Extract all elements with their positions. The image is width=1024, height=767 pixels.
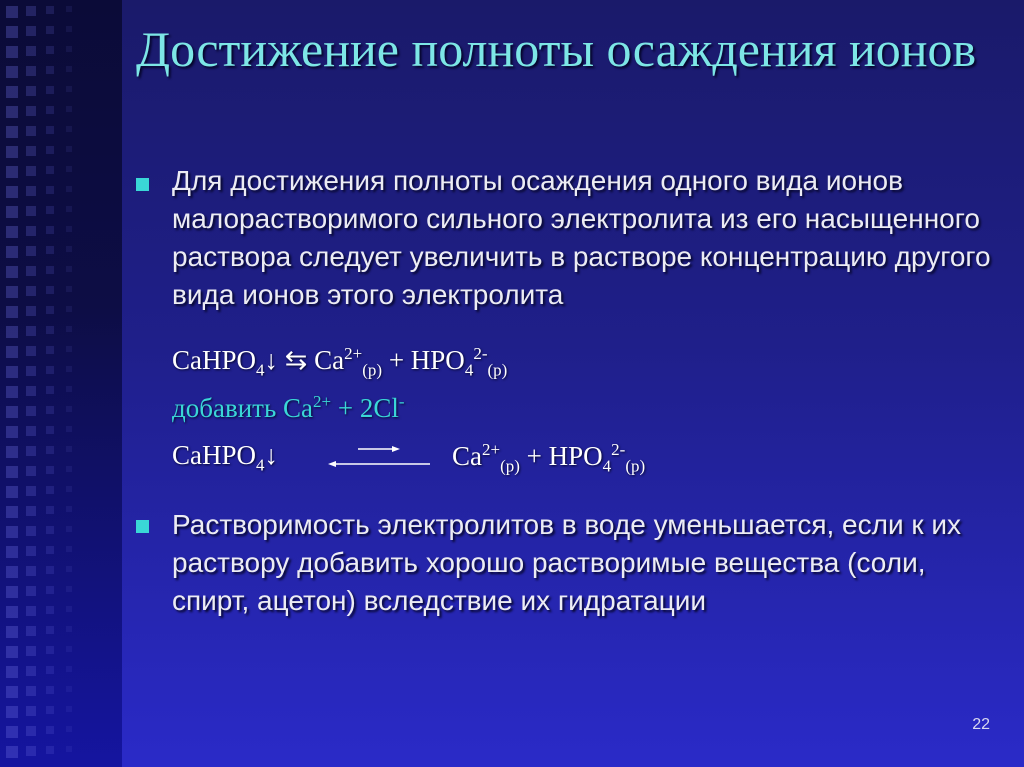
decorative-square — [6, 326, 18, 338]
formula-charge: 2+ — [482, 440, 501, 459]
formula-charge: - — [398, 392, 405, 411]
decorative-square — [6, 86, 18, 98]
decorative-square — [6, 466, 18, 478]
decorative-square — [6, 526, 18, 538]
decorative-square — [46, 246, 54, 254]
decorative-square — [46, 166, 54, 174]
equation-equilibrium — [172, 344, 507, 380]
decorative-square — [46, 206, 54, 214]
decorative-square — [6, 486, 18, 498]
formula-charge: 2+ — [344, 344, 363, 363]
decorative-square — [26, 146, 36, 156]
decorative-square — [46, 186, 54, 194]
decorative-square — [6, 426, 18, 438]
formula-charge: 2+ — [313, 392, 332, 411]
formula-compound: CaHPO — [172, 345, 257, 375]
decorative-square — [26, 266, 36, 276]
decorative-square — [26, 506, 36, 516]
decorative-square — [6, 226, 18, 238]
decorative-square — [46, 426, 54, 434]
decorative-square — [46, 506, 54, 514]
decorative-square — [46, 686, 54, 694]
decorative-square — [46, 286, 54, 294]
bullet-square-icon — [136, 178, 149, 191]
decorative-square — [66, 426, 72, 432]
decorative-square — [6, 626, 18, 638]
decorative-square — [6, 386, 18, 398]
formula-ion: Ca — [283, 393, 314, 423]
decorative-square — [46, 746, 54, 754]
decorative-square — [66, 126, 72, 132]
decorative-square — [6, 206, 18, 218]
decorative-square — [66, 206, 72, 212]
paragraph-salting-out: Растворимость электролитов в воде уменьшается, если к их раствору добавить хорошо растворимые вещества (соли, спирт, ацетон) вследствие их гидратации — [172, 509, 962, 616]
formula-state: (р) — [500, 456, 520, 476]
decorative-square — [26, 426, 36, 436]
decorative-square — [46, 666, 54, 674]
slide-title: Достижение полноты осаждения ионов — [136, 21, 977, 77]
decorative-square — [26, 186, 36, 196]
decorative-square — [26, 586, 36, 596]
decorative-square — [26, 546, 36, 556]
shifted-equilibrium-arrows-icon — [326, 442, 432, 470]
decorative-square — [6, 726, 18, 738]
decorative-square — [26, 526, 36, 536]
decorative-square — [46, 486, 54, 494]
decorative-square — [6, 406, 18, 418]
decorative-square — [26, 246, 36, 256]
decorative-square — [66, 266, 72, 272]
decorative-square — [66, 446, 72, 452]
decorative-square — [6, 746, 18, 758]
add-reagent-line — [172, 392, 405, 424]
formula-subscript: 4 — [256, 360, 265, 380]
decorative-square — [66, 326, 72, 332]
decorative-square — [66, 746, 72, 752]
formula-charge: 2- — [473, 344, 488, 363]
decorative-square — [46, 106, 54, 114]
decorative-square — [26, 126, 36, 136]
formula-subscript: 4 — [256, 455, 265, 475]
decorative-square — [46, 586, 54, 594]
decorative-square — [46, 46, 54, 54]
formula-ion: HPO — [548, 441, 603, 471]
decorative-square — [66, 686, 72, 692]
decorative-square — [46, 126, 54, 134]
decorative-square — [66, 366, 72, 372]
decorative-square — [6, 26, 18, 38]
decorative-square — [46, 726, 54, 734]
decorative-square — [66, 346, 72, 352]
decorative-square — [46, 446, 54, 454]
formula-plus: + — [337, 393, 354, 423]
decorative-square — [46, 66, 54, 74]
decorative-square — [66, 146, 72, 152]
decorative-square — [6, 46, 18, 58]
decorative-square — [6, 266, 18, 278]
decorative-square — [6, 346, 18, 358]
decorative-square — [46, 546, 54, 554]
decorative-square — [6, 686, 18, 698]
decorative-square — [26, 286, 36, 296]
decorative-square — [46, 646, 54, 654]
decorative-square — [26, 646, 36, 656]
decorative-square — [26, 86, 36, 96]
formula-state: (р) — [487, 360, 508, 380]
decorative-square — [26, 166, 36, 176]
decorative-square — [26, 106, 36, 116]
decorative-square — [26, 726, 36, 736]
decorative-square — [46, 406, 54, 414]
decorative-square — [6, 566, 18, 578]
decorative-square — [6, 546, 18, 558]
decorative-square — [46, 706, 54, 714]
decorative-square — [66, 606, 72, 612]
decorative-square — [46, 366, 54, 374]
decorative-square — [6, 666, 18, 678]
decorative-square — [6, 306, 18, 318]
formula-plus: + — [388, 345, 405, 375]
bullet-square-icon — [136, 520, 149, 533]
decorative-square — [46, 326, 54, 334]
decorative-square — [46, 266, 54, 274]
decorative-square — [66, 706, 72, 712]
formula-compound: CaHPO — [172, 440, 257, 470]
formula-subscript: 4 — [464, 360, 474, 380]
decorative-square — [46, 386, 54, 394]
decorative-square — [66, 6, 72, 12]
decorative-square — [26, 226, 36, 236]
precipitate-arrow-icon: ↓ — [264, 440, 279, 470]
decorative-square — [6, 606, 18, 618]
decorative-square — [6, 506, 18, 518]
decorative-square — [46, 626, 54, 634]
decorative-square — [26, 566, 36, 576]
decorative-square — [26, 746, 36, 756]
formula-plus: + — [526, 441, 542, 471]
decorative-square — [66, 26, 72, 32]
decorative-square — [26, 446, 36, 456]
decorative-square — [6, 706, 18, 718]
decorative-square — [66, 506, 72, 512]
decorative-square — [26, 606, 36, 616]
decorative-square — [26, 686, 36, 696]
decorative-square — [66, 566, 72, 572]
decorative-square — [26, 626, 36, 636]
formula-ion: Ca — [314, 345, 345, 375]
decorative-square — [26, 26, 36, 36]
decorative-square — [6, 246, 18, 258]
decorative-square — [66, 726, 72, 732]
decorative-square — [26, 6, 36, 16]
decorative-square — [6, 586, 18, 598]
decorative-square — [66, 526, 72, 532]
decorative-square — [46, 606, 54, 614]
formula-state: (р) — [362, 360, 383, 380]
decorative-squares — [0, 0, 122, 767]
decorative-square — [26, 46, 36, 56]
page-number: 22 — [972, 716, 990, 733]
formula-state: (р) — [625, 456, 646, 476]
decorative-square — [66, 46, 72, 52]
equation-shifted-products — [452, 440, 645, 476]
add-label: добавить — [172, 393, 277, 423]
decorative-square — [26, 466, 36, 476]
decorative-square — [26, 706, 36, 716]
decorative-square — [46, 566, 54, 574]
decorative-square — [66, 106, 72, 112]
decorative-square — [26, 486, 36, 496]
decorative-square — [46, 226, 54, 234]
formula-charge: 2- — [611, 440, 626, 459]
decorative-square — [26, 386, 36, 396]
decorative-square — [26, 66, 36, 76]
decorative-square — [6, 286, 18, 298]
decorative-square — [66, 246, 72, 252]
decorative-square — [66, 286, 72, 292]
formula-ion: Ca — [452, 441, 482, 471]
decorative-square — [46, 86, 54, 94]
decorative-square — [46, 306, 54, 314]
decorative-square — [66, 466, 72, 472]
decorative-square — [66, 666, 72, 672]
decorative-square — [6, 186, 18, 198]
decorative-square — [66, 306, 72, 312]
decorative-square — [26, 406, 36, 416]
decorative-square — [26, 306, 36, 316]
decorative-square — [66, 586, 72, 592]
decorative-square — [66, 86, 72, 92]
formula-ion: 2Cl — [359, 393, 399, 423]
equation-shifted — [172, 440, 278, 475]
decorative-square — [6, 6, 18, 18]
decorative-square — [6, 646, 18, 658]
decorative-square — [66, 186, 72, 192]
decorative-square — [66, 626, 72, 632]
decorative-square — [26, 666, 36, 676]
formula-ion: HPO — [410, 345, 465, 375]
decorative-square — [46, 346, 54, 354]
decorative-square — [66, 386, 72, 392]
decorative-square — [6, 366, 18, 378]
decorative-square — [26, 326, 36, 336]
decorative-square — [46, 26, 54, 34]
decorative-square — [26, 346, 36, 356]
decorative-square — [6, 146, 18, 158]
decorative-square — [6, 106, 18, 118]
decorative-square — [66, 646, 72, 652]
decorative-square — [66, 406, 72, 412]
decorative-square — [46, 146, 54, 154]
equilibrium-arrow-icon: ↓ ⇆ — [264, 345, 308, 375]
decorative-square — [26, 366, 36, 376]
decorative-square — [66, 486, 72, 492]
decorative-square — [66, 546, 72, 552]
decorative-square — [46, 526, 54, 534]
decorative-square — [26, 206, 36, 216]
decorative-square — [66, 226, 72, 232]
decorative-square — [66, 166, 72, 172]
decorative-square — [6, 446, 18, 458]
decorative-square — [46, 6, 54, 14]
decorative-square — [6, 66, 18, 78]
decorative-square — [66, 66, 72, 72]
decorative-square — [46, 466, 54, 474]
decorative-square — [6, 126, 18, 138]
paragraph-common-ion: Для достижения полноты осаждения одного вида ионов малорастворимого сильного электролита из его насыщенного раствора следует увеличить в растворе концентрацию другого вида ионов этого электролита — [172, 165, 991, 310]
decorative-square — [6, 166, 18, 178]
formula-subscript: 4 — [602, 456, 612, 476]
